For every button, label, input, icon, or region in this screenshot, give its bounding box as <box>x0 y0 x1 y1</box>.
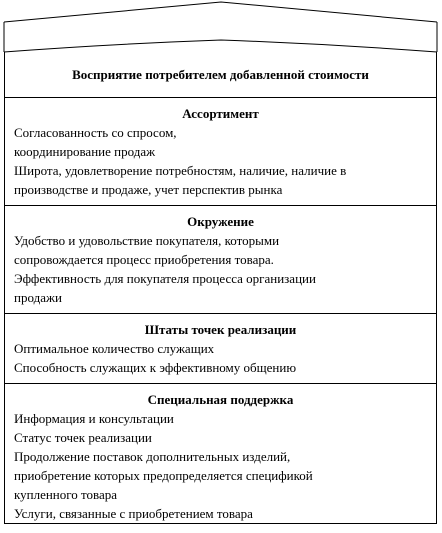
section-line: Статус точек реализации <box>14 430 152 445</box>
section-title: Ассортимент <box>182 106 259 121</box>
section-line: купленного товара <box>14 487 118 502</box>
section-assortment <box>4 98 437 206</box>
section-staff <box>4 314 437 384</box>
section-line: Продолжение поставок дополнительных изделий, <box>14 449 291 464</box>
section-title: Специальная поддержка <box>147 392 294 407</box>
section-line: Эффективность для покупателя процесса организации <box>14 271 316 286</box>
section-line: приобретение которых предопределяется спецификой <box>14 468 313 483</box>
section-special-support <box>4 384 437 524</box>
section-title: Окружение <box>187 214 254 229</box>
section-line: Услуги, связанные с приобретением товара <box>14 506 253 521</box>
roof-shape <box>0 0 442 60</box>
diagram-header <box>4 52 437 98</box>
section-line: Удобство и удовольствие покупателя, которыми <box>14 233 280 248</box>
section-line: производстве и продаже, учет перспектив рынка <box>14 182 283 197</box>
section-title: Штаты точек реализации <box>144 322 297 337</box>
section-environment <box>4 206 437 314</box>
section-line: сопровождается процесс приобретения товара. <box>14 252 274 267</box>
section-line: координирование продаж <box>14 144 156 159</box>
header-title: Восприятие потребителем добавленной стоимости <box>72 67 369 82</box>
section-line: Широта, удовлетворение потребностям, наличие, наличие в <box>14 163 347 178</box>
section-line: Оптимальное количество служащих <box>14 341 215 356</box>
section-line: продажи <box>14 290 62 305</box>
section-line: Способность служащих к эффективному общению <box>14 360 297 375</box>
section-line: Информация и консультации <box>14 411 174 426</box>
section-line: Согласованность со спросом, <box>14 125 177 140</box>
